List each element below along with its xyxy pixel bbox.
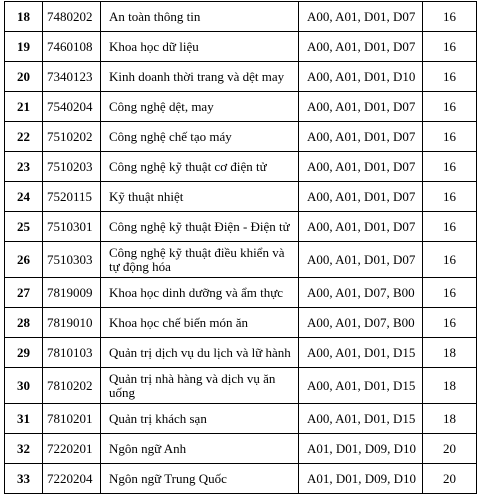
subject-combinations: A00, A01, D01, D15 bbox=[299, 338, 423, 368]
cutoff-score: 16 bbox=[423, 122, 477, 152]
major-code: 7819009 bbox=[43, 278, 101, 308]
row-number: 32 bbox=[5, 434, 43, 464]
cutoff-score: 20 bbox=[423, 464, 477, 494]
cutoff-score: 20 bbox=[423, 434, 477, 464]
subject-combinations: A00, A01, D01, D07 bbox=[299, 32, 423, 62]
subject-combinations: A00, A01, D01, D10 bbox=[299, 62, 423, 92]
row-number: 26 bbox=[5, 242, 43, 278]
cutoff-score: 16 bbox=[423, 92, 477, 122]
table-row bbox=[5, 278, 477, 308]
table-row bbox=[5, 464, 477, 494]
major-name: Công nghệ dệt, may bbox=[101, 92, 299, 122]
subject-combinations: A00, A01, D07, B00 bbox=[299, 308, 423, 338]
major-name: Công nghệ chế tạo máy bbox=[101, 122, 299, 152]
subject-combinations: A00, A01, D01, D07 bbox=[299, 2, 423, 32]
cutoff-score: 16 bbox=[423, 242, 477, 278]
row-number: 22 bbox=[5, 122, 43, 152]
subject-combinations: A00, A01, D01, D07 bbox=[299, 152, 423, 182]
table-row bbox=[5, 308, 477, 338]
row-number: 29 bbox=[5, 338, 43, 368]
major-name: Công nghệ kỹ thuật Điện - Điện tử bbox=[101, 212, 299, 242]
subject-combinations: A00, A01, D01, D07 bbox=[299, 182, 423, 212]
row-number: 24 bbox=[5, 182, 43, 212]
table-row bbox=[5, 212, 477, 242]
major-code: 7510202 bbox=[43, 122, 101, 152]
major-code: 7810201 bbox=[43, 404, 101, 434]
subject-combinations: A00, A01, D01, D07 bbox=[299, 242, 423, 278]
major-name: Kỹ thuật nhiệt bbox=[101, 182, 299, 212]
row-number: 19 bbox=[5, 32, 43, 62]
cutoff-score: 18 bbox=[423, 404, 477, 434]
table-row bbox=[5, 404, 477, 434]
table-row bbox=[5, 2, 477, 32]
major-code: 7510301 bbox=[43, 212, 101, 242]
major-name: Quản trị khách sạn bbox=[101, 404, 299, 434]
major-name: Công nghệ kỹ thuật điều khiển và tự động hóa bbox=[101, 242, 299, 278]
cutoff-score: 16 bbox=[423, 182, 477, 212]
cutoff-score: 16 bbox=[423, 212, 477, 242]
cutoff-score: 16 bbox=[423, 32, 477, 62]
subject-combinations: A01, D01, D09, D10 bbox=[299, 464, 423, 494]
major-code: 7819010 bbox=[43, 308, 101, 338]
subject-combinations: A00, A01, D01, D07 bbox=[299, 92, 423, 122]
major-name: Kinh doanh thời trang và dệt may bbox=[101, 62, 299, 92]
row-number: 21 bbox=[5, 92, 43, 122]
major-name: Khoa học dữ liệu bbox=[101, 32, 299, 62]
major-code: 7220201 bbox=[43, 434, 101, 464]
major-name: Quản trị nhà hàng và dịch vụ ăn uống bbox=[101, 368, 299, 404]
major-name: Ngôn ngữ Anh bbox=[101, 434, 299, 464]
cutoff-score: 16 bbox=[423, 62, 477, 92]
row-number: 20 bbox=[5, 62, 43, 92]
major-code: 7510203 bbox=[43, 152, 101, 182]
subject-combinations: A00, A01, D01, D07 bbox=[299, 122, 423, 152]
cutoff-score: 18 bbox=[423, 338, 477, 368]
major-code: 7220204 bbox=[43, 464, 101, 494]
table-row bbox=[5, 152, 477, 182]
cutoff-score: 16 bbox=[423, 308, 477, 338]
subject-combinations: A00, A01, D01, D15 bbox=[299, 404, 423, 434]
table-row bbox=[5, 122, 477, 152]
major-name: Quản trị dịch vụ du lịch và lữ hành bbox=[101, 338, 299, 368]
subject-combinations: A00, A01, D01, D15 bbox=[299, 368, 423, 404]
table-row bbox=[5, 182, 477, 212]
row-number: 28 bbox=[5, 308, 43, 338]
subject-combinations: A01, D01, D09, D10 bbox=[299, 434, 423, 464]
row-number: 18 bbox=[5, 2, 43, 32]
table-row bbox=[5, 92, 477, 122]
major-code: 7340123 bbox=[43, 62, 101, 92]
row-number: 30 bbox=[5, 368, 43, 404]
major-code: 7540204 bbox=[43, 92, 101, 122]
cutoff-score: 16 bbox=[423, 2, 477, 32]
table-row bbox=[5, 434, 477, 464]
table-body bbox=[5, 2, 477, 494]
row-number: 31 bbox=[5, 404, 43, 434]
cutoff-score: 16 bbox=[423, 152, 477, 182]
subject-combinations: A00, A01, D07, B00 bbox=[299, 278, 423, 308]
major-name: Công nghệ kỹ thuật cơ điện tử bbox=[101, 152, 299, 182]
table-row bbox=[5, 32, 477, 62]
table-row bbox=[5, 242, 477, 278]
major-code: 7810202 bbox=[43, 368, 101, 404]
row-number: 33 bbox=[5, 464, 43, 494]
table-row bbox=[5, 368, 477, 404]
major-name: Ngôn ngữ Trung Quốc bbox=[101, 464, 299, 494]
major-name: Khoa học dinh dưỡng và ẩm thực bbox=[101, 278, 299, 308]
row-number: 23 bbox=[5, 152, 43, 182]
major-code: 7810103 bbox=[43, 338, 101, 368]
major-name: An toàn thông tin bbox=[101, 2, 299, 32]
major-name: Khoa học chế biến món ăn bbox=[101, 308, 299, 338]
major-code: 7520115 bbox=[43, 182, 101, 212]
table-row bbox=[5, 338, 477, 368]
table-row bbox=[5, 62, 477, 92]
cutoff-score: 18 bbox=[423, 368, 477, 404]
major-code: 7480202 bbox=[43, 2, 101, 32]
cutoff-score: 16 bbox=[423, 278, 477, 308]
subject-combinations: A00, A01, D01, D07 bbox=[299, 212, 423, 242]
major-code: 7460108 bbox=[43, 32, 101, 62]
major-code: 7510303 bbox=[43, 242, 101, 278]
row-number: 25 bbox=[5, 212, 43, 242]
admission-scores-table bbox=[4, 1, 477, 494]
row-number: 27 bbox=[5, 278, 43, 308]
